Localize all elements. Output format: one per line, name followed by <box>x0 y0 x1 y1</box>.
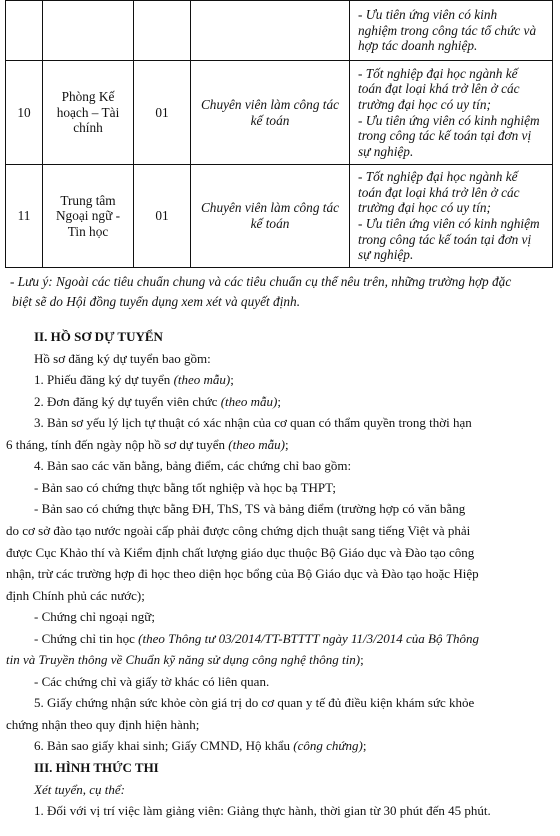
paragraph-line: do cơ sở đào tạo nước ngoài cấp phải được công chứng dịch thuật sang tiếng Việt và phải <box>6 522 471 538</box>
requirement-line: - Ưu tiên ứng viên có kinh <box>358 7 498 23</box>
paragraph-line: 4. Bản sao các văn bằng, bảng điểm, các chứng chỉ bao gồm: <box>34 458 352 474</box>
paragraph-line: - Bản sao có chứng thực bằng ĐH, ThS, TS và bảng điểm (trường hợp có văn bằng <box>34 501 466 517</box>
requirement-line: hợp tác doanh nghiệp. <box>358 38 478 54</box>
paragraph-line: - Bản sao có chứng thực bằng tốt nghiệp và học bạ THPT; <box>34 479 336 495</box>
requirements-cell <box>350 61 553 165</box>
unit-name: Phòng Kế hoạch – Tài chính <box>43 61 134 165</box>
requirement-line: trong công tác kế toán tại đơn vị <box>358 231 532 247</box>
requirement-line: trường đại học có uy tín; <box>358 96 491 112</box>
paragraph-line: 5. Giấy chứng nhận sức khỏe còn giá trị do cơ quan y tế đủ điều kiện khám sức khỏe <box>34 695 475 711</box>
requirement-line: trường đại học có uy tín; <box>358 200 491 216</box>
text-span: 1. Phiếu đăng ký dự tuyển <box>34 372 174 388</box>
text-span: (theo mẫu) <box>173 372 231 388</box>
paragraph: Hồ sơ đăng ký dự tuyển bao gồm: <box>34 350 211 366</box>
quantity: 01 <box>134 165 191 268</box>
text-span: ; <box>360 652 364 668</box>
table-row <box>6 1 553 61</box>
paragraph-line: định Chính phủ các nước); <box>6 587 145 603</box>
text-span: 6. Bản sao giấy khai sinh; Giấy CMND, Hộ khẩu <box>34 738 294 754</box>
section-heading: III. HÌNH THỨC THI <box>34 760 159 775</box>
requirement-line: - Tốt nghiệp đại học ngành kế <box>358 65 518 81</box>
requirement-line: sự nghiệp. <box>358 143 414 159</box>
requirement-line: sự nghiệp. <box>358 247 414 263</box>
paragraph-line: - Chứng chỉ ngoại ngữ; <box>34 609 155 625</box>
paragraph-line: chứng nhận theo quy định hiện hành; <box>6 716 200 732</box>
list-item <box>34 738 366 754</box>
text-span: (theo mẫu) <box>220 393 278 409</box>
paragraph-line: nhận, trừ các trường hợp đi học theo diện học bổng của Bộ Giáo dục và Đào tạo hoặc Hiệp <box>6 566 479 582</box>
text-span: 2. Đơn đăng ký dự tuyển viên chức <box>34 393 221 409</box>
table-cell <box>6 1 43 61</box>
position-title: Chuyên viên làm công tác kế toán <box>191 165 350 268</box>
text-span: ; <box>362 738 367 754</box>
table-cell <box>134 1 191 61</box>
position-title: Chuyên viên làm công tác kế toán <box>191 61 350 165</box>
paragraph-line: - Các chứng chỉ và giấy tờ khác có liên quan. <box>34 673 270 689</box>
paragraph-line <box>34 631 479 647</box>
requirement-line: nghiệm trong công tác tổ chức và <box>358 22 537 38</box>
requirement-line: toán đạt loại khá trở lên ở các <box>358 184 520 200</box>
note-paragraph <box>10 272 546 312</box>
table-row <box>6 61 553 165</box>
list-item <box>34 372 234 388</box>
table-row <box>6 165 553 268</box>
paragraph-line <box>6 437 289 453</box>
table-cell <box>43 1 134 61</box>
text-span: 6 tháng, tính đến ngày nộp hồ sơ dự tuyển <box>6 436 229 452</box>
table-cell <box>191 1 350 61</box>
note-line: - Lưu ý: Ngoài các tiêu chuẩn chung và các tiêu chuẩn cụ thể nêu trên, những trường hợp đặc <box>10 274 512 289</box>
note-line: biệt sẽ do Hội đồng tuyển dụng xem xét và quyết định. <box>12 294 301 309</box>
row-number: 10 <box>6 61 43 165</box>
recruitment-table <box>5 0 553 268</box>
requirement-line: - Tốt nghiệp đại học ngành kế <box>358 169 518 185</box>
text-span: (theo mẫu) <box>228 436 285 452</box>
list-item <box>34 394 281 410</box>
requirement-line: - Ưu tiên ứng viên có kinh nghiệm <box>358 112 540 128</box>
requirement-line: trong công tác kế toán tại đơn vị <box>358 128 532 144</box>
requirements-cell <box>350 1 553 61</box>
section-intro: Xét tuyển, cụ thể: <box>34 781 125 797</box>
paragraph-line: 3. Bản sơ yếu lý lịch tự thuật có xác nhận của cơ quan có thẩm quyền trong thời hạn <box>34 415 472 431</box>
row-number: 11 <box>6 165 43 268</box>
text-span: (theo Thông tư 03/2014/TT-BTTTT ngày 11/3/2014 của Bộ Thông <box>138 630 479 646</box>
quantity: 01 <box>134 61 191 165</box>
unit-name: Trung tâm Ngoại ngữ - Tin học <box>43 165 134 268</box>
text-span: - Chứng chỉ tin học <box>34 630 139 646</box>
text-span: (công chứng) <box>293 738 363 754</box>
text-span: tin và Truyền thông về Chuẩn kỹ năng sử dụng công nghệ thông tin) <box>6 652 361 668</box>
paragraph-line <box>6 652 364 668</box>
requirement-line: toán đạt loại khá trở lên ở các <box>358 81 520 97</box>
paragraph-line: được Cục Khảo thí và Kiểm định chất lượng giáo dục thuộc Bộ Giáo dục và Đào tạo công <box>6 544 475 560</box>
text-span: ; <box>277 393 281 409</box>
list-item: 1. Đối với vị trí việc làm giảng viên: Giảng thực hành, thời gian từ 30 phút đến 45 phút. <box>34 803 491 819</box>
text-span: ; <box>284 436 289 452</box>
requirements-cell <box>350 165 553 268</box>
requirement-line: - Ưu tiên ứng viên có kinh nghiệm <box>358 216 540 231</box>
section-heading: II. HỒ SƠ DỰ TUYỂN <box>34 329 163 344</box>
text-span: ; <box>230 372 234 388</box>
